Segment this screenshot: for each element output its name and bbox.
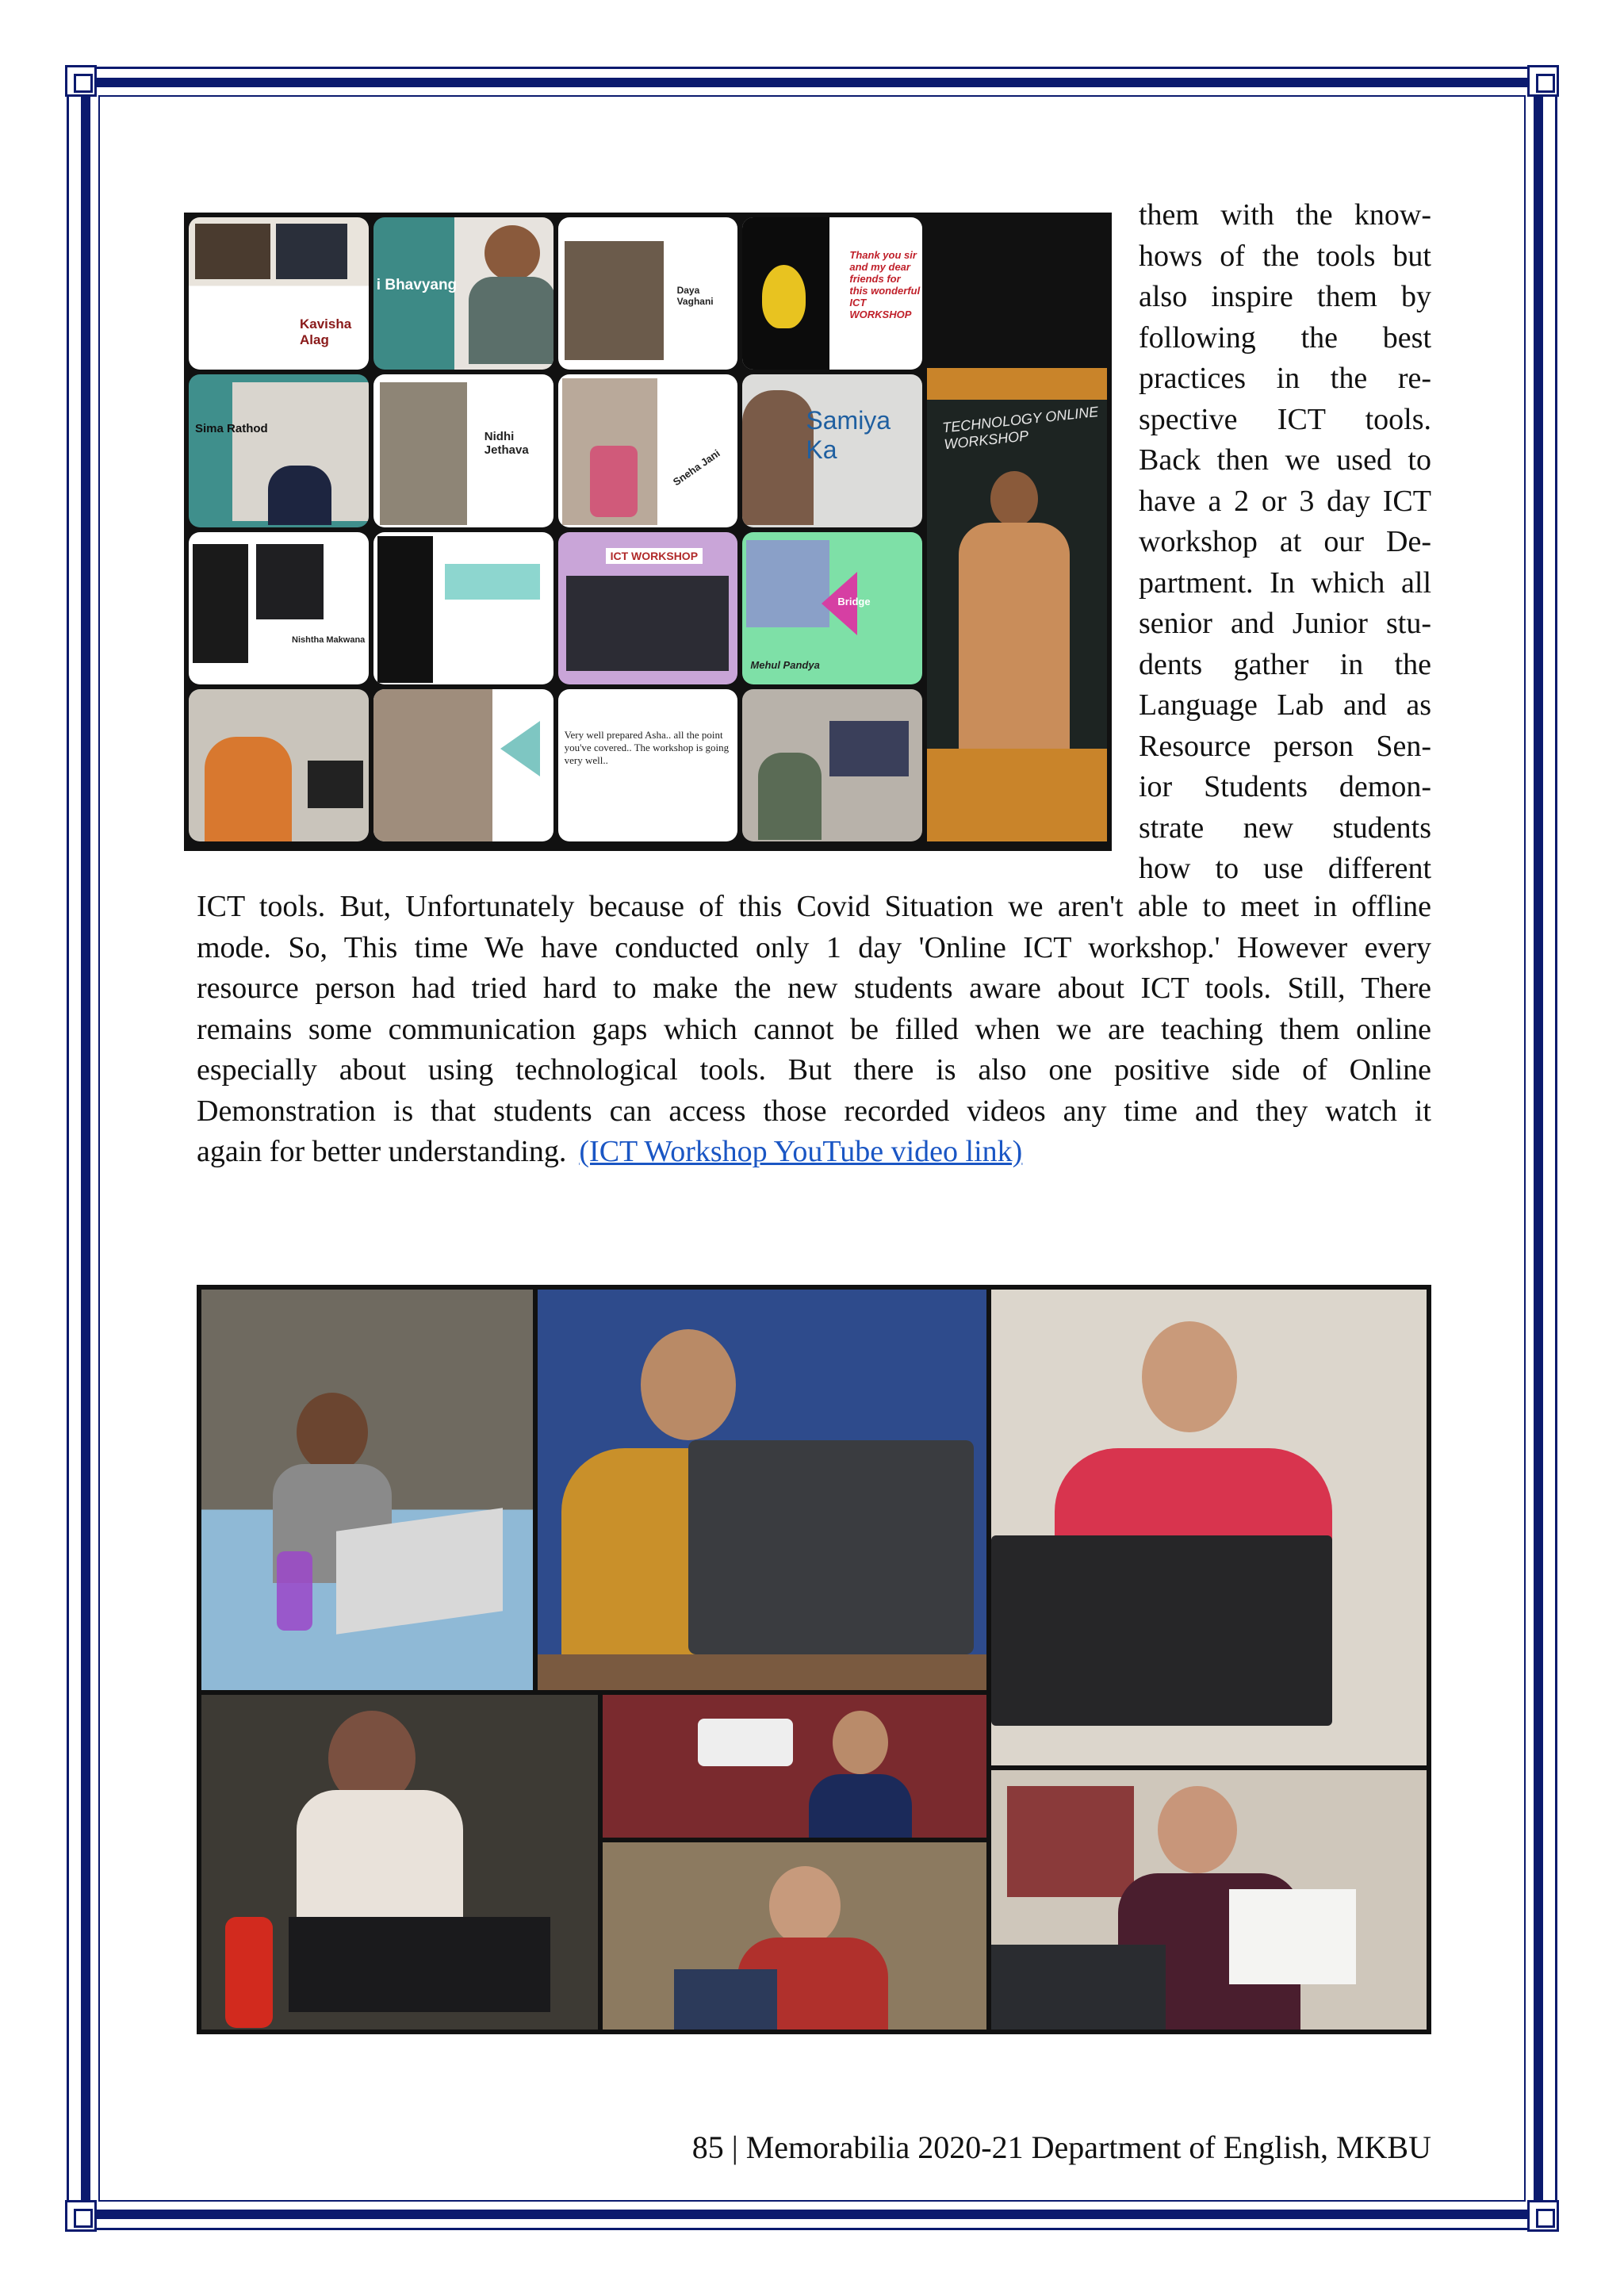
text-line: senior and Junior stu- <box>1139 607 1431 640</box>
text-line: them with the know- <box>1139 198 1431 232</box>
photo-phone-tripod-recording <box>603 1695 986 1838</box>
text-line: ior Students demon- <box>1139 770 1431 803</box>
text-line: practices in the re- <box>1139 362 1431 395</box>
photo-student-batman-laptop <box>201 1290 533 1690</box>
collage-tile <box>558 217 738 370</box>
blackboard-video-tile <box>927 217 1107 841</box>
caption-bridge: Bridge <box>837 595 871 608</box>
text-line: hows of the tools but <box>1139 239 1431 273</box>
caption-kavisha: Kavisha Alag <box>300 316 352 347</box>
youtube-video-link[interactable]: (ICT Workshop YouTube video link) <box>579 1135 1023 1168</box>
page-footer: 85 | Memorabilia 2020-21 Department of English, MKBU <box>691 2129 1431 2165</box>
caption-samiya: Samiya Ka <box>806 406 891 465</box>
caption-bhavyang: i Bhavyang <box>376 277 458 293</box>
collage-tile <box>373 689 553 841</box>
corner-ornament-top-right <box>1527 65 1559 97</box>
text-line: following the best <box>1139 320 1431 355</box>
caption-ict-workshop: ICT WORKSHOP <box>606 548 703 564</box>
collage-tile <box>742 374 922 527</box>
caption-mehul: Mehul Pandya <box>750 658 820 671</box>
caption-nidhi: Nidhi Jethava <box>484 430 529 458</box>
collage-tile <box>558 374 738 527</box>
caption-sneha: Sneha Jani <box>670 447 722 489</box>
text-line: resource person had tried hard to make the new students aware about ICT tools. Still, There <box>197 972 1431 1005</box>
text-line: Resource person Sen- <box>1139 729 1431 763</box>
caption-nishtha: Nishtha Makwana <box>292 634 366 645</box>
photo-student-dell-laptop <box>991 1290 1427 1765</box>
text-line: strate new students <box>1139 811 1431 845</box>
photo-student-glasses-laptop <box>201 1695 598 2030</box>
workshop-screenshot-collage <box>184 213 1112 851</box>
caption-daya: Daya Vaghani <box>676 285 714 307</box>
collage-tile <box>373 374 553 527</box>
collage-tile <box>373 532 553 684</box>
text-line: dents gather in the <box>1139 647 1431 681</box>
collage-tile <box>742 532 922 684</box>
collage-tile <box>189 532 369 684</box>
text-line: especially about using technological tools. But there is also one positive side of Online <box>197 1053 1431 1087</box>
text-line: ICT tools. But, Unfortunately because of this Covid Situation we aren't able to meet in offline <box>197 890 1431 923</box>
corner-ornament-bottom-left <box>65 2200 97 2232</box>
text-line: Demonstration is that students can access those recorded videos any time and they watch it <box>197 1094 1431 1128</box>
text-line: Back then we used to <box>1139 443 1431 477</box>
collage-tile <box>189 374 369 527</box>
wrapped-paragraph <box>1139 195 1431 890</box>
collage-tile <box>558 532 738 684</box>
text-line: remains some communication gaps which cannot be filled when we are teaching them online <box>197 1012 1431 1046</box>
collage-tile <box>373 217 553 370</box>
photo-student-headphones <box>603 1842 986 2030</box>
text-line: Language Lab and as <box>1139 688 1431 722</box>
text-line: also inspire them by <box>1139 280 1431 313</box>
text-line: how to use different <box>1139 852 1431 885</box>
text-line-last <box>197 1132 1431 1173</box>
full-width-paragraph <box>197 887 1431 1173</box>
caption-sima: Sima Rathod <box>195 422 268 436</box>
collage-tile <box>189 217 369 370</box>
collage-tile <box>742 689 922 841</box>
last-line-text: again for better understanding. <box>197 1135 567 1168</box>
corner-ornament-bottom-right <box>1527 2200 1559 2232</box>
students-photo-collage <box>197 1285 1431 2034</box>
text-line: workshop at our De- <box>1139 525 1431 558</box>
corner-ornament-top-left <box>65 65 97 97</box>
caption-comment: Very well prepared Asha.. all the point you've covered.. The workshop is going very well.. <box>564 728 730 766</box>
collage-tile <box>742 217 922 370</box>
text-line: spective ICT tools. <box>1139 402 1431 436</box>
text-line: partment. In which all <box>1139 565 1431 600</box>
photo-student-hp-laptop <box>538 1290 986 1690</box>
blackboard-writing: TECHNOLOGY ONLINE WORKSHOP <box>941 403 1100 453</box>
caption-thank-you: Thank you sir and my dear friends for this wonderful ICT WORKSHOP <box>849 249 921 320</box>
text-line: mode. So, This time We have conducted only 1 day 'Online ICT workshop.' However every <box>197 930 1431 964</box>
collage-tile <box>558 689 738 841</box>
collage-tile <box>189 689 369 841</box>
photo-student-phone-reading <box>991 1770 1427 2030</box>
text-line: have a 2 or 3 day ICT <box>1139 484 1431 518</box>
